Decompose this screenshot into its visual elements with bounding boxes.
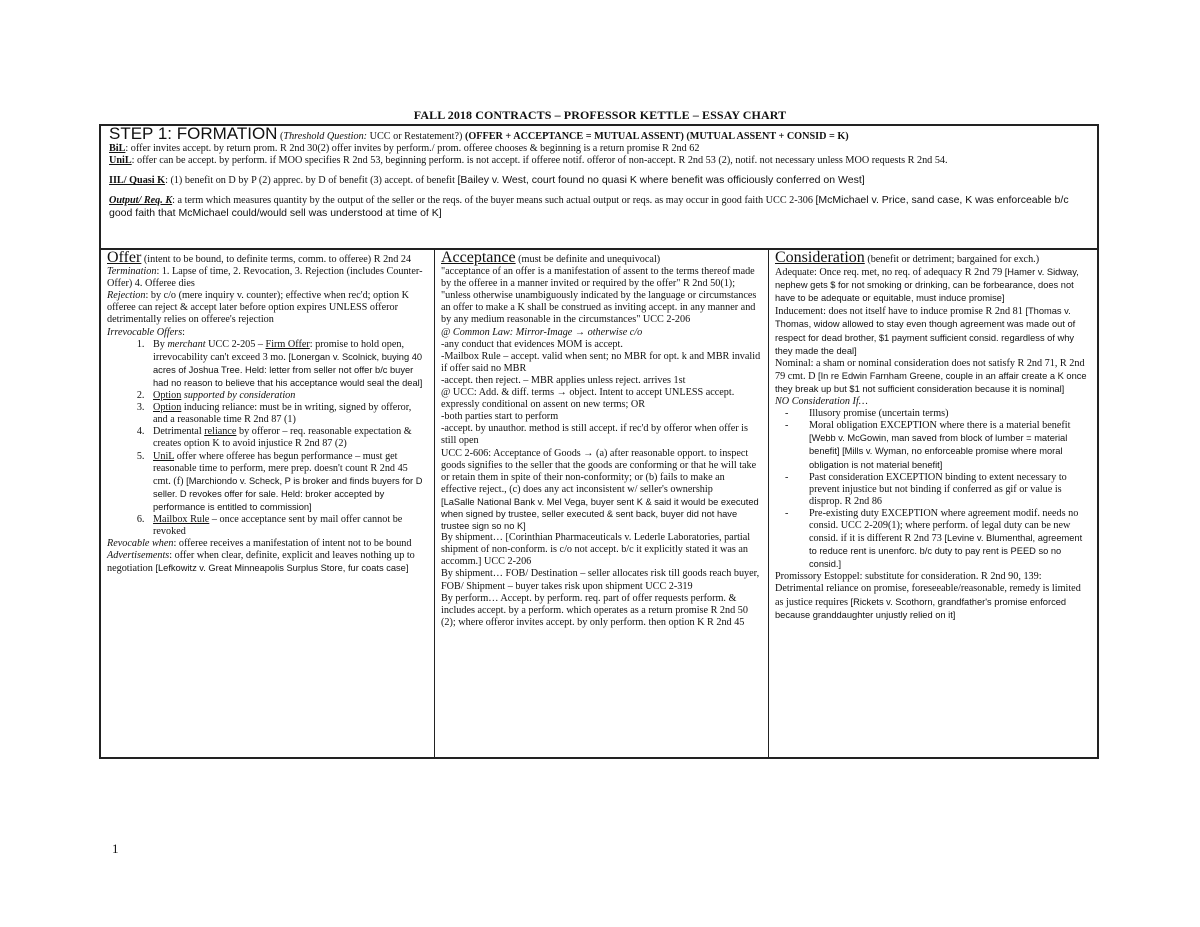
mutual-assent-formula: (OFFER + ACCEPTANCE = MUTUAL ASSENT) (MUTUAL ASSENT + CONSID = K): [464, 131, 849, 142]
by-perform: By perform… Accept. by perform. req. part of offer requests perform. & includes accept. by a perform. which operates as a return promise R 2nd 50 (2); where offeror invites accept. by only perform. then option K R 2nd 45: [441, 592, 748, 628]
consideration-heading-note: (benefit or detriment; bargained for exch.): [867, 254, 1040, 265]
list-item: 1. By merchant UCC 2-205 – Firm Offer: promise to hold open, irrevocability can't exceed 3 mo. [Lonergan v. Scolnick, buying 40 acres of Joshua Tree. Held: letter from seller not offer b/c buyer had no reason to believe that his acceptance would seal the deal]: [147, 339, 428, 390]
list-item: - Pre-existing duty EXCEPTION where agreement modif. needs no consid. UCC 2-209(1); where perform. of legal duty can be new consid. if it is different R 2nd 73 [Levine v. Blumenthal, agreement to reduce rent is unenforc. b/c duty to pay rent is PEED so no consid.]: [809, 508, 1091, 571]
inducement-rule: Inducement: does not itself have to induce promise R 2nd 81: [775, 306, 1023, 318]
list-item: 4. Detrimental reliance by offeror – req. reasonable expectation & creates option K to avoid injustice R 2nd 87 (2): [147, 426, 428, 450]
common-law-rule: @ Common Law: Mirror-Image → otherwise c/o: [441, 326, 643, 338]
acceptance-line: -Mailbox Rule – accept. valid when sent; no MBR for opt. k and MBR invalid if offer said no MBR: [441, 350, 761, 374]
rejection-text: : by c/o (mere inquiry v. counter); effective when rec'd; option K offeree can reject & accept later before option expires UNLESS offeror detrimentally relies on offeree's rejection: [107, 290, 409, 326]
rejection-label: Rejection: [107, 290, 146, 302]
output-text: : a term which measures quantity by the output of the seller or the reqs. of the buyer means such actual output or reqs. as may occur in good faith UCC 2-306: [172, 195, 813, 207]
iil-case: [Bailey v. West, court found no quasi K where benefit was officiously conferred on West]: [457, 174, 865, 187]
consideration-heading: Consideration: [775, 250, 865, 266]
list-item: 3. Option inducing reliance: must be in writing, signed by offeror, and a reasonable time R 2nd 87 (1): [147, 402, 428, 426]
unil-label: UniL: [109, 155, 132, 167]
revocable-text: : offeree receives a manifestation of intent not to be bound: [173, 538, 412, 550]
ucc-add-terms: @ UCC: Add. & diff. terms → object. Intent to accept UNLESS accept. expressly conditional on assent on new terms; OR: [441, 387, 735, 411]
case-citation: [Lonergan v. Scolnick, buying 40 acres of Joshua Tree. Held: letter from seller not offer b/c buyer had no reason to believe that his acceptance would seal the deal]: [153, 351, 423, 388]
no-consideration-label: NO Consideration If…: [775, 396, 868, 408]
ads-label: Advertisements: [107, 550, 170, 562]
acceptance-column: [435, 250, 769, 757]
case-citation: [Marchiondo v. Scheck, P is broker and finds buyers for D seller. D revokes offer for sale. Held: broker accepted by performance is entitled to commission]: [153, 475, 423, 512]
step-heading: STEP 1: FORMATION: [109, 124, 278, 143]
case-citation: [Thomas v. Thomas, widow allowed to stay even though agreement was made out of respect for dead brother, $1 payment sufficient consid. regardless of why they made the deal]: [775, 306, 1076, 356]
acceptance-heading: Acceptance: [441, 250, 516, 266]
by-shipment-2: By shipment… FOB/ Destination – seller allocates risk till goods reach buyer, FOB/ Shipment – buyer takes risk upon shipment UCC 2-319: [441, 568, 760, 592]
case-citation: [Hamer v. Sidway, nephew gets $ for not smoking or drinking, can be forbearance, does not have to be adequate or equitable, must induce promise]: [775, 267, 1079, 304]
case-citation: [Rickets v. Scothorn, grandfather's promise enforced because granddaughter unjustly relied on it]: [775, 596, 1067, 620]
case-citation: [Lefkowitz v. Great Minneapolis Surplus Store, fur coats case]: [155, 563, 409, 574]
list-item: 6. Mailbox Rule – once acceptance sent by mail offer cannot be revoked: [147, 514, 428, 538]
adequate-rule: Adequate: Once req. met, no req. of adequacy R 2nd 79: [775, 267, 1003, 279]
revocable-label: Revocable when: [107, 538, 174, 550]
iil-label: IIL/ Quasi K: [109, 175, 166, 187]
case-citation: [LaSalle National Bank v. Mel Vega, buyer sent K & said it would be executed when signed by trustee, seller executed & sent back, buyer did not have trustee sign so no K]: [441, 496, 759, 532]
ads-text: : offer when clear, definite, explicit and leaves nothing up to negotiation: [107, 550, 415, 575]
list-item: - Illusory promise (uncertain terms): [809, 408, 1091, 420]
promissory-estoppel: Promissory Estoppel: substitute for consideration. R 2nd 90, 139: Detrimental reliance on promise, foreseeable/reasonable, remedy is limited as justice requires: [775, 571, 1081, 608]
essay-chart: [99, 124, 1099, 759]
page-number: 1: [112, 841, 119, 856]
by-shipment-1: By shipment… [Corinthian Pharmaceuticals v. Lederle Laboratories, partial shipment of non-conform. is c/o not accept. b/c it explicitly stated it was an accomm.] UCC 2-206: [441, 532, 751, 568]
list-item: 5. UniL offer where offeree has begun performance – must get reasonable time to perform, mere prep. doesn't count R 2nd 45 cmt. (f) [Marchiondo v. Scheck, P is broker and finds buyers for D seller. D revokes offer for sale. Held: broker accepted by performance is entitled to commission]: [147, 451, 428, 514]
termination-label: Termination: [107, 266, 157, 278]
acceptance-line: -accept. by unauthor. method is still accept. if rec'd by offeror when offer is still open: [441, 423, 748, 447]
bil-text: : offer invites accept. by return prom. R 2nd 30(2) offer invites by perform./ prom. offeree chooses & beginning is a return promise R 2nd 62: [125, 143, 700, 155]
step-1-formation: STEP 1: FORMATION (Threshold Question: UCC or Restatement?) (OFFER + ACCEPTANCE = MUTUAL ASSENT) (MUTUAL ASSENT + CONSID = K) BiL: offer invites accept. by return prom. R 2nd 30(2) offer invites by perform./ prom. offeree chooses & beginning is a return promise R 2nd 62 UniL: offer can be accept. by perform. if MOO specifies R 2nd 53, beginning perform. is not accept. if offeree notif. offeror of non-accept. R 2nd 53 (2), notif. not necessary unless MOO requests R 2nd 54. IIL/ Quasi K: (1) benefit on D by P (2) apprec. by D of benefit (3) accept. of benefit [Bailey v. West, court found no quasi K where benefit was officiously conferred on West] Output/ Req. K: a term which measures quantity by the output of the seller or the reqs. of the buyer means such actual output or reqs. as may occur in good faith UCC 2-306 [McMichael v. Price, sand case, K was enforceable b/c good faith that McMichael could/would sell was understood at time of K]: [101, 126, 1097, 250]
acceptance-line: -accept. then reject. – MBR applies unless reject. arrives 1st: [441, 374, 686, 386]
termination-text: : 1. Lapse of time, 2. Revocation, 3. Rejection (includes Counter-Offer) 4. Offeree dies: [107, 266, 423, 290]
consideration-column: [769, 250, 1097, 757]
threshold-label: Threshold Question:: [283, 131, 368, 142]
offer-column: Offer (intent to be bound, to definite terms, comm. to offeree) R 2nd 24 Termination: 1. Lapse of time, 2. Revocation, 3. Rejection (includes Counter-Offer) 4. Offeree dies Rejection: by c/o (mere inquiry v. counter); effective when rec'd; option K offeree can reject & accept later before option expires UNLESS offeror detrimentally relies on offeree's rejection Irrevocable Offers: 1. By merchant UCC 2-205 – Firm Offer: promise to hold open, irrevocability can't exceed 3 mo. [Lonergan v. Scolnick, buying 40 acres of Joshua Tree. Held: letter from seller not offer b/c buyer had no reason to believe that his acceptance would seal the deal] 2. Option supported by consideration 3. Option inducing reliance: must be in writing, signed by offeror, and a reasonable time R 2nd 87 (1) 4. Detrimental reliance by offeror – req. reasonable expectation & creates option K to avoid injustice R 2nd 87 (2) 5. UniL offer where offeree has begun performance – must get reasonable time to perform, mere prep. doesn't count R 2nd 45 cmt. (f) [Marchiondo v. Scheck, P is broker and finds buyers for D seller. D revokes offer for sale. Held: broker accepted by performance is entitled to commission] 6. Mailbox Rule – once acceptance sent by mail offer cannot be revoked Revocable when: offeree receives a manifestation of intent not to be bound Advertisements: offer when clear, definite, explicit and leaves nothing up to negotiation [Lefkowitz v. Great Minneapolis Surplus Store, fur coats case]: [101, 250, 435, 757]
nominal-rule: Nominal: a sham or nominal consideration does not satisfy R 2nd 71, R 2nd 79 cmt. D: [775, 357, 1085, 382]
output-case: [McMichael v. Price, sand case, K was enforceable b/c good faith that McMichael could/would sell was understood at time of K]: [109, 194, 1069, 220]
output-label: Output/ Req. K: [109, 195, 173, 207]
list-item: - Moral obligation EXCEPTION where there is a material benefit [Webb v. McGowin, man saved from block of lumber = material benefit] [Mills v. Wyman, no enforceable promise where moral obligation is not material benefit]: [809, 420, 1091, 471]
case-citation: [Levine v. Blumenthal, agreement to reduce rent is unenforc. b/c duty to pay rent is PEED so no consid.]: [809, 533, 1083, 570]
offer-heading: Offer: [107, 250, 142, 266]
iil-text: : (1) benefit on D by P (2) apprec. by D of benefit (3) accept. of benefit: [165, 175, 455, 187]
case-citation: [In re Edwin Farnham Greene, couple in an affair create a K once they break up but $1 not sufficient consideration because it is nominal]: [775, 370, 1087, 394]
list-item: 2. Option supported by consideration: [147, 390, 428, 402]
acceptance-line: -both parties start to perform: [441, 411, 559, 423]
irrevocable-label: Irrevocable Offers: [107, 326, 183, 338]
ucc-2-606: UCC 2-606: Acceptance of Goods → (a) after reasonable opport. to inspect goods signifies to the seller that the goods are conforming or that he will take or retain them in spite of their non-conformity; or (b) fails to make an effective reject., (c) does any act inconsistent w/ seller's ownership: [441, 447, 757, 495]
unil-text: : offer can be accept. by perform. if MOO specifies R 2nd 53, beginning perform. is not accept. if offeree notif. offeror of non-accept. R 2nd 53 (2), notif. not necessary unless MOO requests R 2nd 54.: [131, 155, 948, 167]
threshold-text: UCC or Restatement?): [369, 131, 463, 142]
bil-label: BiL: [109, 143, 126, 155]
acceptance-definition: "acceptance of an offer is a manifestation of assent to the terms thereof made by the offeree in a manner invited or required by the offer" R 2nd 50(1); "unless otherwise unambiguously indicated by the language or circumstances an offer to make a K shall be construed as inviting accept. in any manner and by any medium reasonable in the circumstances" UCC 2-206: [441, 266, 757, 326]
offer-heading-note: (intent to be bound, to definite terms, comm. to offeree) R 2nd 24: [143, 254, 412, 265]
acceptance-line: -any conduct that evidences MOM is accept.: [441, 338, 623, 350]
document-title: FALL 2018 CONTRACTS – PROFESSOR KETTLE – ESSAY CHART: [413, 108, 787, 122]
acceptance-heading-note: (must be definite and unequivocal): [518, 254, 661, 265]
case-citation: [Webb v. McGowin, man saved from block of lumber = material benefit] [Mills v. Wyman, no enforceable promise where moral obligation is not material benefit]: [809, 433, 1068, 470]
list-item: - Past consideration EXCEPTION binding to extent necessary to prevent injustice but not binding if conferred as gif or value is disprop. R 2nd 86: [809, 472, 1091, 508]
